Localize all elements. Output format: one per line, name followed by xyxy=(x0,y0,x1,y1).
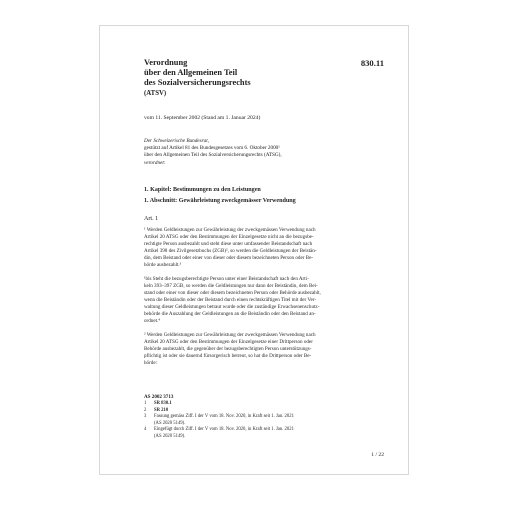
paragraph-line: Artikel 20 ATSG oder den Bestimmungen der Einzelgesetze nicht an die bezugsbe- xyxy=(144,234,314,241)
paragraph-line: waltung dieser Geldleistungen betraut wurde oder die zuständige Erwachsenenschutz- xyxy=(144,304,320,311)
official-collection-ref: AS 2002 3713 xyxy=(144,394,174,400)
document-number: 830.11 xyxy=(360,58,384,68)
footnote-text: (AS 2020 5149). xyxy=(154,433,186,439)
paragraph-line: hörde: xyxy=(144,360,158,367)
paragraph-line: hörde ausbezahlt.³ xyxy=(144,262,182,269)
title-line: über den Allgemeinen Teil xyxy=(144,68,238,78)
paragraph-1bis xyxy=(144,276,382,325)
footnote-number: 4 xyxy=(144,427,147,432)
footnote-text: SR 830.1 xyxy=(154,401,172,406)
preamble xyxy=(144,138,282,167)
footnote-text: Eingefügt durch Ziff. I der V vom 18. Nov. 2020, in Kraft seit 1. Jan. 2021 xyxy=(154,427,294,432)
chapter-heading: 1. Kapitel: Bestimmungen zu den Leistungen xyxy=(144,187,261,193)
paragraph-line: keln 393–397 ZGB, so werden die Geldleistungen nur dann der Beiständin, dem Bei- xyxy=(144,283,318,290)
article-heading: Art. 1 xyxy=(144,216,159,222)
title-line: des Sozialversicherungsrechts xyxy=(144,78,251,88)
footnote-number: 3 xyxy=(144,414,147,419)
footnote-number: 2 xyxy=(144,407,147,413)
paragraph-line: ¹ Werden Geldleistungen zur Gewährleistung der zweckgemässen Verwendung nach xyxy=(144,227,316,233)
footnotes xyxy=(144,401,294,440)
footnote-text: Fassung gemäss Ziff. I der V vom 18. Nov. 2020, in Kraft seit 1. Jan. 2021 xyxy=(154,414,294,419)
issuer: Der Schweizerische Bundesrat, xyxy=(144,138,209,144)
footnote-text: SR 210 xyxy=(154,407,169,413)
page-number: 1 / 22 xyxy=(371,452,384,458)
document-title xyxy=(144,58,251,99)
paragraph-line: ¹bis Steht die bezugsberechtigte Person unter einer Beistandschaft nach den Arti- xyxy=(144,276,309,282)
title-abbreviation: (ATSV) xyxy=(144,89,167,97)
footnote-text: (AS 2020 5149). xyxy=(154,420,186,426)
document-date: vom 11. September 2002 (Stand am 1. Januar 2024) xyxy=(144,115,261,121)
title-line: Verordnung xyxy=(144,58,188,67)
paragraph-line: Artikel 398 des Zivilgesetzbuchs (ZGB)², so werden die Geldleistungen der Beistän- xyxy=(144,248,317,255)
chapter-headings xyxy=(144,185,296,207)
paragraph-1 xyxy=(144,227,382,269)
footnote-number: 1 xyxy=(144,401,147,406)
ordains: verordnet: xyxy=(144,159,166,166)
paragraph-line: ordnet.⁴ xyxy=(144,318,161,325)
document-page xyxy=(99,25,409,475)
paragraph-line: wenn die Beiständin oder der Beistand durch einen rechtskräftigen Titel mit der Ver- xyxy=(144,297,317,304)
paragraph-line: Artikel 20 ATSG oder den Bestimmungen der Einzelgesetze einer Drittperson oder xyxy=(144,339,313,346)
paragraph-line: stand oder einer von dieser oder diesem bezeichneten Person oder Behörde ausbezahlt, xyxy=(144,290,321,297)
section-heading: 1. Abschnitt: Gewährleistung zweckgemässer Verwendung xyxy=(144,198,296,204)
paragraph-line: rechtigte Person ausbezahlt und steht diese unter umfassender Beistandschaft nach xyxy=(144,241,313,248)
legal-basis-line: gestützt auf Artikel 81 des Bundesgesetzes vom 6. Oktober 2000¹ xyxy=(144,145,280,152)
footnote-number xyxy=(144,434,154,441)
footnote xyxy=(144,434,294,441)
legal-basis-line: über den Allgemeinen Teil des Sozialversicherungsrechts (ATSG), xyxy=(144,152,282,159)
paragraph-line: din, dem Beistand oder einer von dieser oder diesem bezeichneten Person oder Be- xyxy=(144,255,314,262)
paragraph-line: Behörde ausbezahlt, die gegenüber der bezugsberechtigten Person unterstützungs- xyxy=(144,346,312,353)
paragraph-line: behörde die Auszahlung der Geldleistungen an die Beiständin oder den Beistand an- xyxy=(144,311,316,318)
paragraph-2 xyxy=(144,332,382,367)
paragraph-line: pflichtig ist oder sie dauernd fürsorgerisch betreut, so hat die Drittperson oder Be- xyxy=(144,353,312,360)
paragraph-line: ² Werden Geldleistungen zur Gewährleistung der zweckgemässen Verwendung nach xyxy=(144,332,316,338)
